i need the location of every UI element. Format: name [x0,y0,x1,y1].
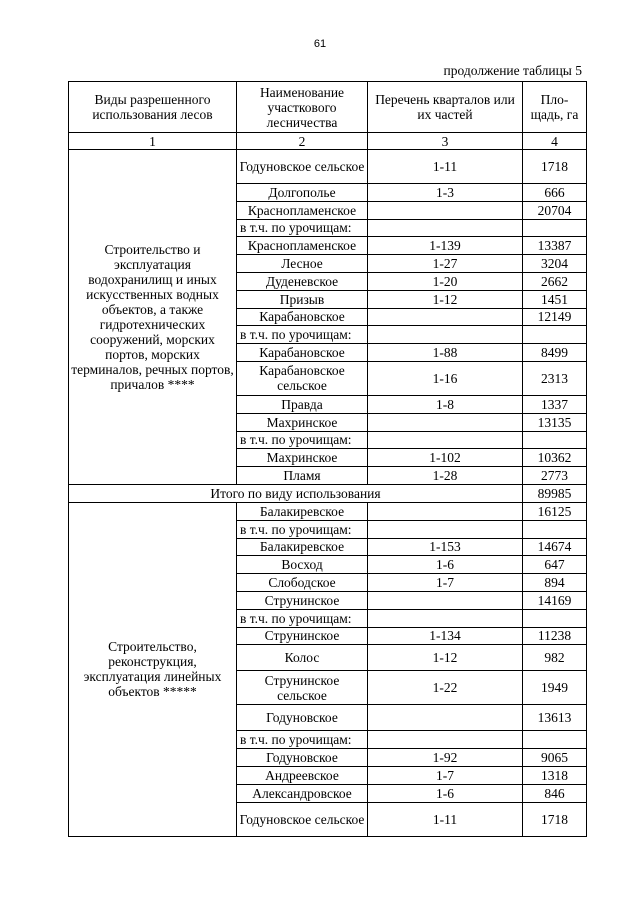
quarters-cell: 1-8 [368,395,523,413]
forestry-cell: Долгополье [237,184,368,202]
area-cell [523,431,587,449]
area-cell: 666 [523,184,587,202]
quarters-cell: 1-102 [368,449,523,467]
quarters-cell: 1-16 [368,361,523,395]
quarters-cell: 1-134 [368,627,523,645]
quarters-cell: 1-153 [368,538,523,556]
quarters-cell [368,431,523,449]
page-number: 61 [313,38,327,50]
area-cell: 14674 [523,538,587,556]
quarters-cell: 1-27 [368,255,523,273]
subtotal-note-cell: в т.ч. по урочищам: [237,326,368,344]
forestry-cell: Восход [237,556,368,574]
quarters-cell [368,219,523,237]
area-cell: 1718 [523,150,587,184]
forestry-cell: Правда [237,395,368,413]
forestry-cell: Струнинское [237,627,368,645]
header-area: Пло-щадь, га [523,82,587,133]
area-cell: 11238 [523,627,587,645]
subtotal-note-cell: в т.ч. по урочищам: [237,609,368,627]
usage-type-cell: Строительство и эксплуатация водохранилищ и иных искусственных водных объектов, а также гидротехнических сооружений, морских портов, морских терминалов, речных портов, причалов **** [69,150,237,485]
forestry-cell: Струнинское [237,591,368,609]
area-cell [523,731,587,749]
area-cell: 16125 [523,502,587,520]
area-cell: 13135 [523,413,587,431]
area-cell [523,326,587,344]
forestry-cell: Годуновское сельское [237,150,368,184]
table-row [69,150,587,184]
quarters-cell [368,520,523,538]
forestry-cell: Махринское [237,449,368,467]
forest-use-table [68,81,587,837]
header-row [69,82,587,133]
quarters-cell [368,201,523,219]
area-cell: 1949 [523,671,587,705]
area-cell [523,520,587,538]
area-cell: 1451 [523,290,587,308]
column-number: 2 [237,133,368,150]
column-number: 1 [69,133,237,150]
total-row [69,484,587,502]
table-continuation-label: продолжение таблицы 5 [443,63,582,78]
forestry-cell: Лесное [237,255,368,273]
area-cell: 9065 [523,749,587,767]
quarters-cell [368,502,523,520]
quarters-cell [368,705,523,731]
quarters-cell [368,591,523,609]
forestry-cell: Струнинское сельское [237,671,368,705]
column-number-row [69,133,587,150]
quarters-cell: 1-139 [368,237,523,255]
forestry-cell: Александровское [237,784,368,802]
area-cell: 2313 [523,361,587,395]
quarters-cell: 1-12 [368,290,523,308]
table-body [69,150,587,837]
area-cell: 647 [523,556,587,574]
total-value: 89985 [523,484,587,502]
forestry-cell: Карабановское сельское [237,361,368,395]
forestry-cell: Карабановское [237,308,368,326]
quarters-cell [368,326,523,344]
quarters-cell [368,731,523,749]
area-cell [523,609,587,627]
area-cell: 10362 [523,449,587,467]
forestry-cell: Годуновское сельское [237,802,368,836]
forestry-cell: Краснопламенское [237,201,368,219]
forestry-cell: Годуновское [237,705,368,731]
quarters-cell: 1-7 [368,766,523,784]
subtotal-note-cell: в т.ч. по урочищам: [237,219,368,237]
forestry-cell: Карабановское [237,344,368,362]
area-cell: 1718 [523,802,587,836]
forestry-cell: Андреевское [237,766,368,784]
column-number: 3 [368,133,523,150]
total-label: Итого по виду использования [69,484,523,502]
forestry-cell: Пламя [237,467,368,485]
quarters-cell: 1-28 [368,467,523,485]
subtotal-note-cell: в т.ч. по урочищам: [237,431,368,449]
table-row [69,502,587,520]
forestry-cell: Призыв [237,290,368,308]
forestry-cell: Краснопламенское [237,237,368,255]
subtotal-note-cell: в т.ч. по урочищам: [237,731,368,749]
subtotal-note-cell: в т.ч. по урочищам: [237,520,368,538]
area-cell: 846 [523,784,587,802]
area-cell: 13387 [523,237,587,255]
quarters-cell: 1-22 [368,671,523,705]
quarters-cell: 1-3 [368,184,523,202]
quarters-cell [368,609,523,627]
column-number: 4 [523,133,587,150]
area-cell: 8499 [523,344,587,362]
area-cell: 3204 [523,255,587,273]
area-cell: 1337 [523,395,587,413]
area-cell: 982 [523,645,587,671]
forestry-cell: Балакиревское [237,502,368,520]
quarters-cell: 1-92 [368,749,523,767]
header-usage-type: Виды разрешенного использования лесов [69,82,237,133]
area-cell: 12149 [523,308,587,326]
forestry-cell: Годуновское [237,749,368,767]
area-cell: 2773 [523,467,587,485]
forestry-cell: Махринское [237,413,368,431]
area-cell [523,219,587,237]
quarters-cell [368,308,523,326]
quarters-cell: 1-11 [368,802,523,836]
quarters-cell: 1-7 [368,574,523,592]
area-cell: 13613 [523,705,587,731]
area-cell: 2662 [523,272,587,290]
quarters-cell [368,413,523,431]
quarters-cell: 1-12 [368,645,523,671]
forestry-cell: Дуденевское [237,272,368,290]
header-quarters-list: Перечень кварталов или их частей [368,82,523,133]
quarters-cell: 1-6 [368,556,523,574]
area-cell: 20704 [523,201,587,219]
usage-type-cell: Строительство, реконструкция, эксплуатация линейных объектов ***** [69,502,237,836]
forestry-cell: Балакиревское [237,538,368,556]
area-cell: 1318 [523,766,587,784]
area-cell: 894 [523,574,587,592]
quarters-cell: 1-88 [368,344,523,362]
forestry-cell: Колос [237,645,368,671]
quarters-cell: 1-20 [368,272,523,290]
header-forestry-name: Наименование участкового лесничества [237,82,368,133]
area-cell: 14169 [523,591,587,609]
quarters-cell: 1-6 [368,784,523,802]
forestry-cell: Слободское [237,574,368,592]
quarters-cell: 1-11 [368,150,523,184]
